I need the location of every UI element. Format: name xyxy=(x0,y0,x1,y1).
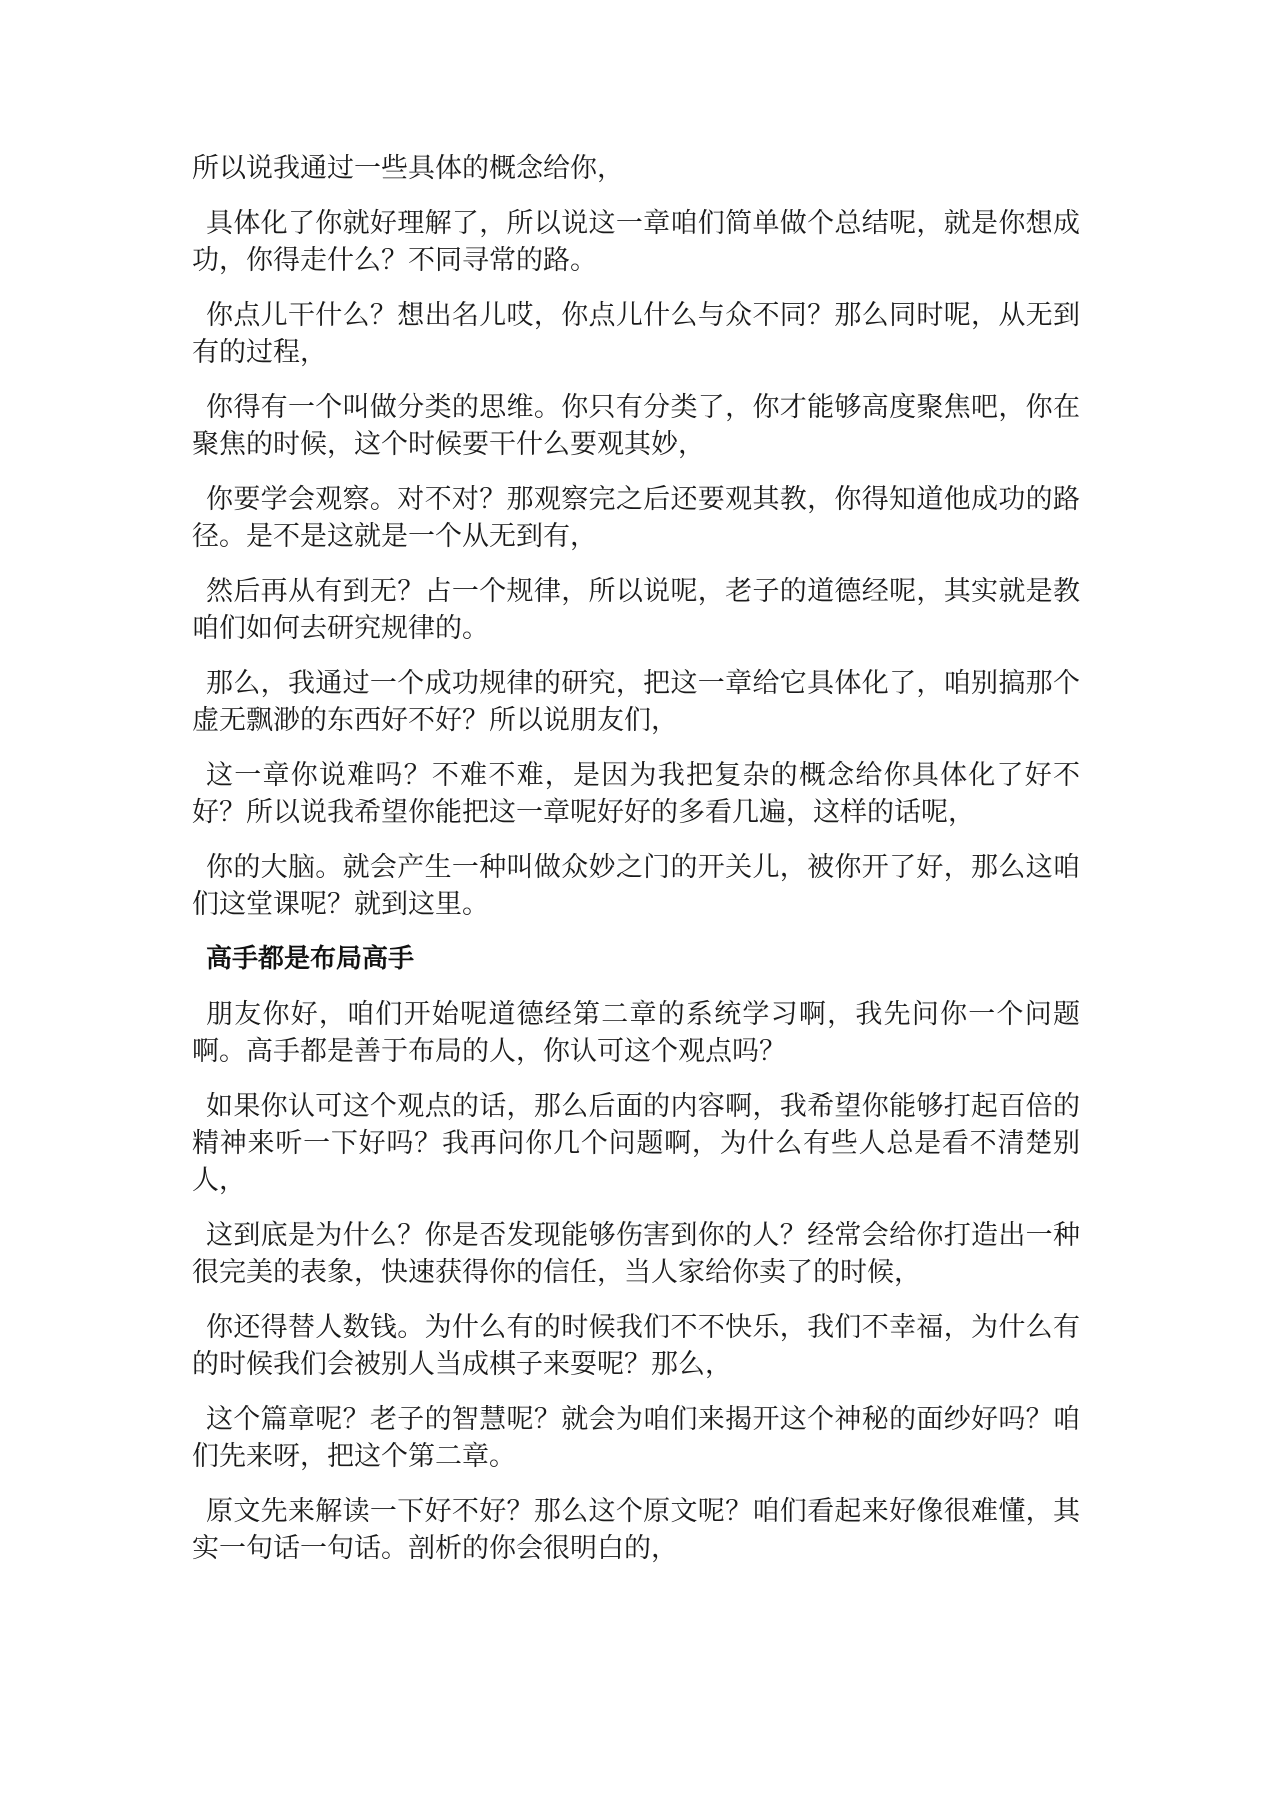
paragraph: 然后再从有到无？占一个规律，所以说呢，老子的道德经呢，其实就是教咱们如何去研究规律的。 xyxy=(192,576,1080,644)
paragraph: 你的大脑。就会产生一种叫做众妙之门的开关儿，被你开了好，那么这咱们这堂课呢？就到这里。 xyxy=(192,852,1080,920)
paragraph: 你还得替人数钱。为什么有的时候我们不不快乐，我们不幸福，为什么有的时候我们会被别人当成棋子来耍呢？那么， xyxy=(192,1312,1080,1380)
paragraph: 原文先来解读一下好不好？那么这个原文呢？咱们看起来好像很难懂，其实一句话一句话。剖析的你会很明白的， xyxy=(192,1496,1080,1564)
paragraph: 这到底是为什么？你是否发现能够伤害到你的人？经常会给你打造出一种很完美的表象，快速获得你的信任，当人家给你卖了的时候， xyxy=(192,1220,1080,1288)
paragraph: 这个篇章呢？老子的智慧呢？就会为咱们来揭开这个神秘的面纱好吗？咱们先来呀，把这个第二章。 xyxy=(192,1404,1080,1472)
section-heading: 高手都是布局高手 xyxy=(206,944,415,974)
paragraph: 那么，我通过一个成功规律的研究，把这一章给它具体化了，咱别搞那个虚无飘渺的东西好不好？所以说朋友们， xyxy=(192,668,1080,736)
paragraph: 朋友你好，咱们开始呢道德经第二章的系统学习啊，我先问你一个问题啊。高手都是善于布局的人，你认可这个观点吗？ xyxy=(192,999,1080,1067)
paragraph: 具体化了你就好理解了，所以说这一章咱们简单做个总结呢，就是你想成功，你得走什么？不同寻常的路。 xyxy=(192,208,1080,276)
paragraph: 你得有一个叫做分类的思维。你只有分类了，你才能够高度聚焦吧，你在聚焦的时候，这个时候要干什么要观其妙， xyxy=(192,392,1080,460)
paragraph: 所以说我通过一些具体的概念给你， xyxy=(192,153,624,184)
paragraph: 你点儿干什么？想出名儿哎，你点儿什么与众不同？那么同时呢，从无到有的过程， xyxy=(192,300,1080,368)
paragraph: 如果你认可这个观点的话，那么后面的内容啊，我希望你能够打起百倍的精神来听一下好吗？我再问你几个问题啊，为什么有些人总是看不清楚别人， xyxy=(192,1091,1080,1196)
paragraph: 你要学会观察。对不对？那观察完之后还要观其教，你得知道他成功的路径。是不是这就是一个从无到有， xyxy=(192,484,1080,552)
document-body xyxy=(192,150,1080,1585)
paragraph: 这一章你说难吗？不难不难，是因为我把复杂的概念给你具体化了好不好？所以说我希望你能把这一章呢好好的多看几遍，这样的话呢， xyxy=(192,760,1080,828)
